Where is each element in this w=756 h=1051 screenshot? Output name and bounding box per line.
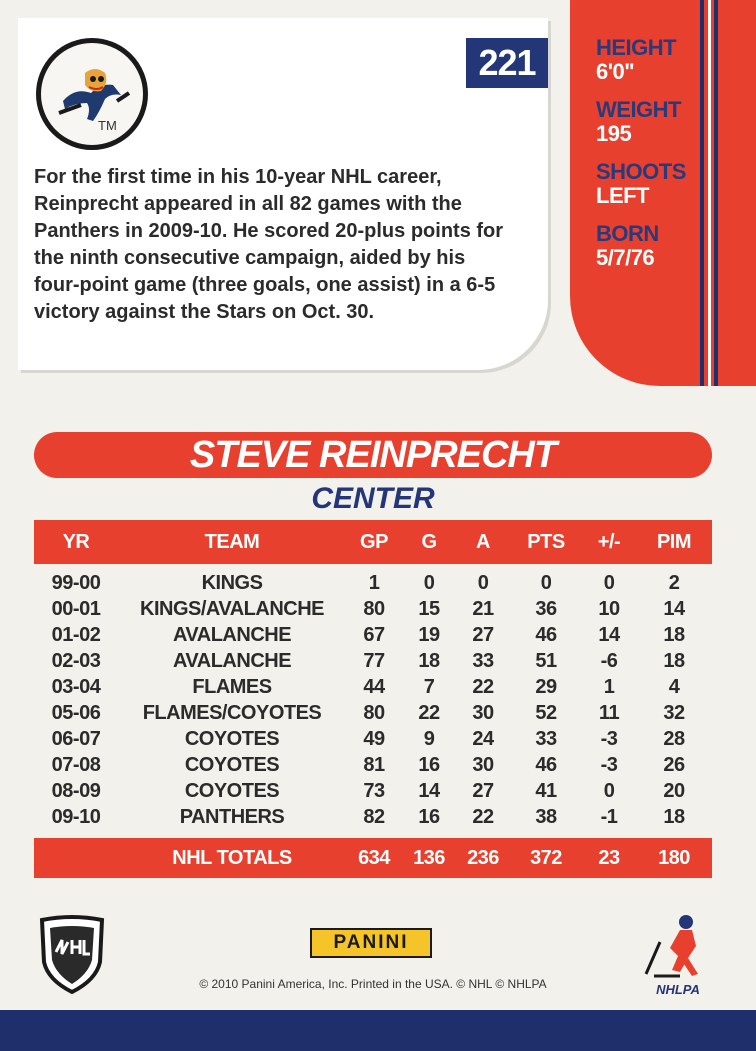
- cell: 236: [456, 838, 510, 878]
- cell: KINGS: [201, 572, 263, 594]
- table-row: [34, 726, 712, 752]
- player-name: STEVE REINPRECHT: [189, 434, 557, 476]
- cell: 27: [472, 624, 494, 646]
- cell: 80: [363, 702, 385, 724]
- cell: FLAMES/COYOTES: [142, 702, 322, 724]
- cell: 21: [472, 598, 494, 620]
- cell: 08-09: [51, 780, 101, 802]
- panini-logo: PANINI: [310, 928, 432, 958]
- bottom-border: [0, 1010, 756, 1051]
- weight-label: WEIGHT: [596, 97, 681, 122]
- stats-header-row: [34, 520, 712, 564]
- cell: 2: [668, 572, 680, 594]
- table-row: [34, 804, 712, 838]
- table-row: [34, 648, 712, 674]
- cell: 18: [663, 650, 685, 672]
- cell: 49: [363, 728, 385, 750]
- cell: 82: [363, 806, 385, 828]
- nhlpa-wordmark: NHLPA: [656, 982, 700, 997]
- cell: 36: [535, 598, 557, 620]
- born-value: 5/7/76: [596, 245, 655, 270]
- cell: COYOTES: [184, 780, 280, 802]
- cell: 18: [663, 806, 685, 828]
- cell: 22: [472, 806, 494, 828]
- cell: 1: [368, 572, 380, 594]
- cell: 41: [535, 780, 557, 802]
- shoots-label: SHOOTS: [596, 159, 686, 184]
- cell: -3: [600, 728, 618, 750]
- cell: 136: [402, 838, 456, 878]
- cell: -3: [600, 754, 618, 776]
- cell: 99-00: [51, 572, 101, 594]
- cell: 14: [663, 598, 685, 620]
- header-team: TEAM: [118, 520, 346, 564]
- cell: 46: [535, 754, 557, 776]
- header-pts: PTS: [510, 520, 582, 564]
- panthers-logo-icon: [36, 38, 148, 150]
- cell: 0: [477, 572, 489, 594]
- totals-label: NHL TOTALS: [118, 838, 346, 878]
- cell: COYOTES: [184, 754, 280, 776]
- born-label: BORN: [596, 221, 659, 246]
- cell: 33: [535, 728, 557, 750]
- cell: AVALANCHE: [172, 650, 292, 672]
- card-number: 221: [466, 38, 548, 88]
- cell: 18: [418, 650, 440, 672]
- header-g: G: [402, 520, 456, 564]
- nhl-shield-icon: [38, 914, 106, 994]
- career-stats-table: [34, 520, 712, 878]
- cell: 28: [663, 728, 685, 750]
- cell: 15: [418, 598, 440, 620]
- cell: COYOTES: [184, 728, 280, 750]
- header-pim: PIM: [636, 520, 712, 564]
- player-position: CENTER: [311, 482, 435, 515]
- cell: 32: [663, 702, 685, 724]
- cell: 18: [663, 624, 685, 646]
- table-row: [34, 622, 712, 648]
- table-row: [34, 564, 712, 596]
- cell: 44: [363, 676, 385, 698]
- header-yr: YR: [34, 520, 118, 564]
- height-value: 6'0": [596, 59, 635, 84]
- cell: 46: [535, 624, 557, 646]
- cell: 05-06: [51, 702, 101, 724]
- cell: 06-07: [51, 728, 101, 750]
- cell: 14: [598, 624, 620, 646]
- cell: PANTHERS: [179, 806, 285, 828]
- cell: 51: [535, 650, 557, 672]
- cell: 16: [418, 806, 440, 828]
- cell: 10: [598, 598, 620, 620]
- cell: 30: [472, 754, 494, 776]
- cell: 0: [540, 572, 552, 594]
- table-row: [34, 596, 712, 622]
- shoots-value: LEFT: [596, 183, 649, 208]
- cell: 22: [418, 702, 440, 724]
- cell: 09-10: [51, 806, 101, 828]
- cell: 02-03: [51, 650, 101, 672]
- cell: 4: [668, 676, 680, 698]
- cell: 24: [472, 728, 494, 750]
- cell: 20: [663, 780, 685, 802]
- table-row: [34, 778, 712, 804]
- panel-stripe: [714, 0, 718, 386]
- cell: 26: [663, 754, 685, 776]
- cell: 9: [423, 728, 435, 750]
- cell: 0: [603, 780, 615, 802]
- cell: [34, 838, 118, 878]
- cell: 0: [603, 572, 615, 594]
- header-a: A: [456, 520, 510, 564]
- cell: 27: [472, 780, 494, 802]
- cell: 29: [535, 676, 557, 698]
- cell: AVALANCHE: [172, 624, 292, 646]
- cell: 11: [598, 702, 620, 724]
- cell: 80: [363, 598, 385, 620]
- cell: -1: [600, 806, 618, 828]
- cell: 1: [603, 676, 615, 698]
- trademark-mark: TM: [98, 118, 117, 133]
- cell: 0: [423, 572, 435, 594]
- table-row: [34, 752, 712, 778]
- header-gp: GP: [346, 520, 402, 564]
- copyright-notice: © 2010 Panini America, Inc. Printed in the USA. © NHL © NHLPA: [199, 977, 547, 991]
- cell: 30: [472, 702, 494, 724]
- cell: 372: [510, 838, 582, 878]
- cell: 16: [418, 754, 440, 776]
- cell: 38: [535, 806, 557, 828]
- height-label: HEIGHT: [596, 35, 677, 60]
- cell: 81: [363, 754, 385, 776]
- cell: 7: [423, 676, 435, 698]
- cell: 01-02: [51, 624, 101, 646]
- cell: 00-01: [51, 598, 101, 620]
- header-plus-minus: +/-: [582, 520, 636, 564]
- cell: 634: [346, 838, 402, 878]
- cell: 52: [535, 702, 557, 724]
- cell: 77: [363, 650, 385, 672]
- cell: 67: [363, 624, 385, 646]
- cell: 73: [363, 780, 385, 802]
- cell: KINGS/AVALANCHE: [140, 598, 324, 620]
- player-vitals: [596, 36, 706, 284]
- cell: 180: [636, 838, 712, 878]
- cell: 33: [472, 650, 494, 672]
- panel-stripe: [708, 0, 711, 386]
- player-bio: For the first time in his 10-year NHL career, Reinprecht appeared in all 82 games with the Panthers in 2009-10. He scored 20-plus points for the ninth consecutive campaign, aided by his four-point game (three goals, one assist) in a 6-5 victory against the Stars on Oct. 30.: [34, 166, 504, 323]
- cell: FLAMES: [192, 676, 272, 698]
- cell: 07-08: [51, 754, 101, 776]
- cell: 19: [418, 624, 440, 646]
- table-row: [34, 700, 712, 726]
- table-row: [34, 674, 712, 700]
- cell: 14: [418, 780, 440, 802]
- cell: -6: [600, 650, 618, 672]
- cell: 22: [472, 676, 494, 698]
- weight-value: 195: [596, 121, 632, 146]
- cell: 23: [582, 838, 636, 878]
- totals-row: [34, 838, 712, 878]
- cell: 03-04: [51, 676, 101, 698]
